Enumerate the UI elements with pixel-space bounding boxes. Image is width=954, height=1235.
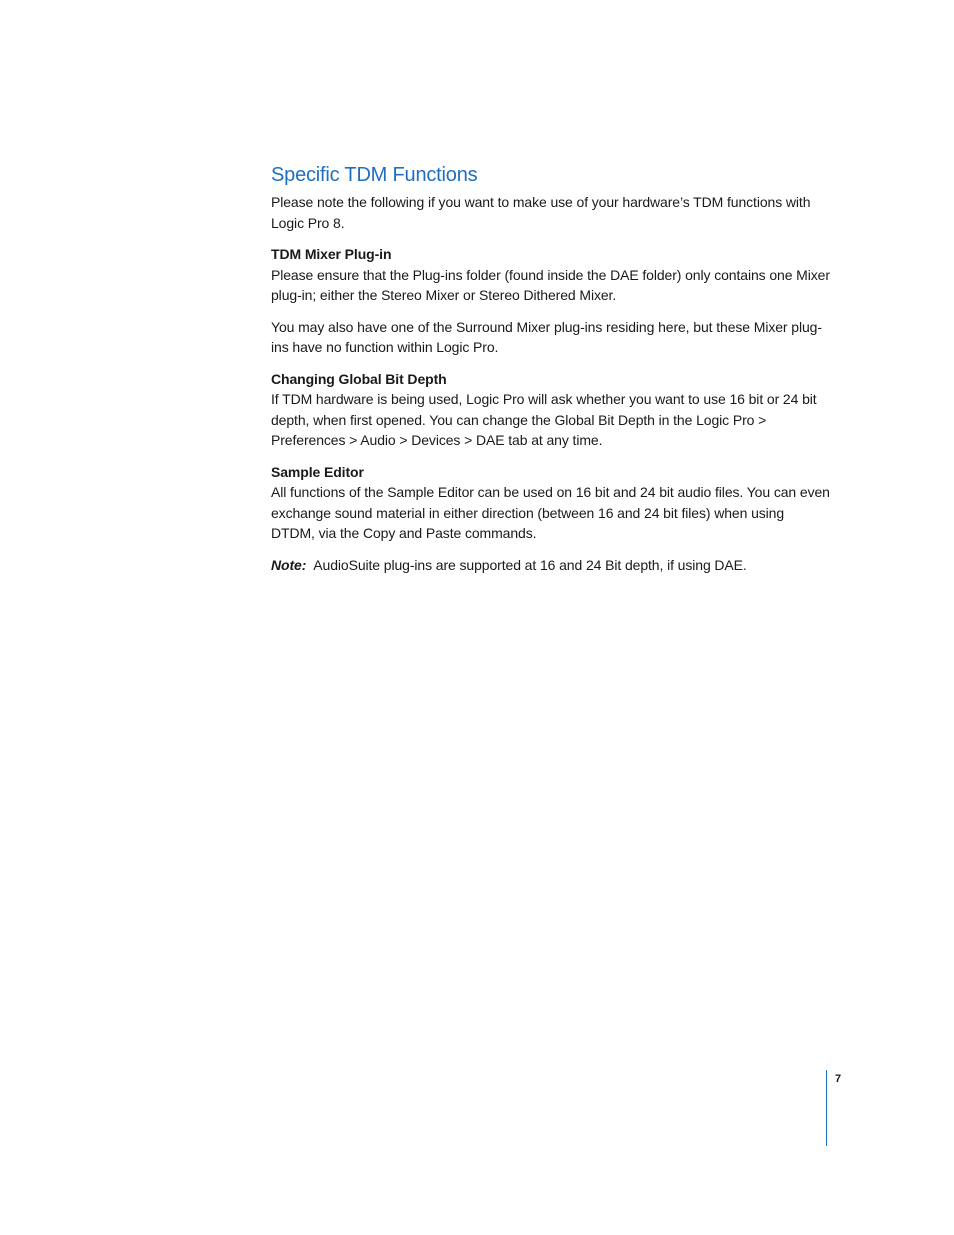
bit-depth-paragraph: If TDM hardware is being used, Logic Pro will ask whether you want to use 16 bit or 24 bit depth, when first opened. You can change the Global Bit Depth in the Logic Pro > Preferences > Audio > Devices > DAE tab at any time.: [271, 391, 817, 448]
note-paragraph: [271, 555, 831, 576]
page-number-rule: [826, 1070, 827, 1146]
sample-editor-paragraph: All functions of the Sample Editor can be used on 16 bit and 24 bit audio files. You can even exchange sound material in either direction (between 16 and 24 bit files) when using DTDM, via the Copy and Paste commands.: [271, 484, 830, 541]
subheading-tdm-mixer: TDM Mixer Plug-in: [271, 246, 392, 262]
note-label: Note:: [271, 556, 307, 573]
intro-paragraph: Please note the following if you want to make use of your hardware’s TDM functions with Logic Pro 8.: [271, 194, 811, 231]
section-title: Specific TDM Functions: [271, 164, 478, 186]
document-body: [271, 162, 831, 586]
tdm-mixer-paragraph-1: Please ensure that the Plug-ins folder (found inside the DAE folder) only contains one Mixer plug-in; either the Stereo Mixer or Stereo Dithered Mixer.: [271, 266, 830, 303]
tdm-mixer-paragraph-2: You may also have one of the Surround Mixer plug-ins residing here, but these Mixer plug-ins have no function within Logic Pro.: [271, 318, 822, 355]
page-number: 7: [835, 1073, 842, 1085]
subheading-sample-editor: Sample Editor: [271, 463, 364, 480]
subheading-bit-depth: Changing Global Bit Depth: [271, 370, 447, 387]
note-text: AudioSuite plug-ins are supported at 16 and 24 Bit depth, if using DAE.: [313, 556, 747, 573]
